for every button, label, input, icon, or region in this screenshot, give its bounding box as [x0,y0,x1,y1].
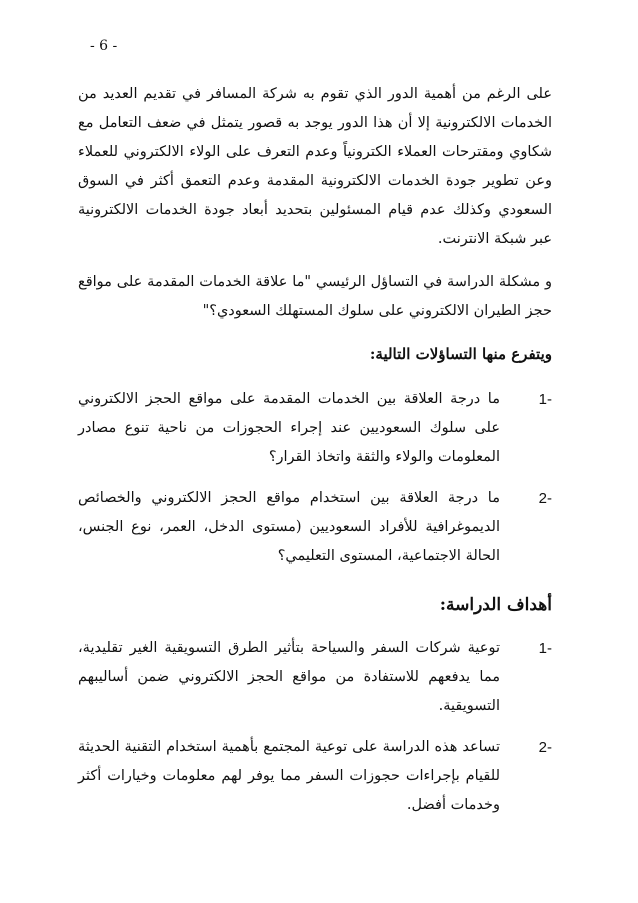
question-text: ما درجة العلاقة بين الخدمات المقدمة على مواقع الحجز الالكتروني على سلوك السعوديين عند إجراء الحجوزات من ناحية تنوع مصادر المعلومات والولاء والثقة واتخاذ القرار؟ [78,391,500,465]
intro-paragraph: على الرغم من أهمية الدور الذي تقوم به شركة المسافر في تقديم العديد من الخدمات الالكترونية إلا أن هذا الدور يوجد به قصور يتمثل في ضعف التعامل مع شكاوي ومقترحات العملاء الكترونياً وعدم التعرف على الولاء الالكتروني للعملاء وعن تطوير جودة الخدمات الالكترونية المقدمة وعدم التعمق أكثر في السوق السعودي وكذلك عدم قيام المسئولين بتحديد أبعاد جودة الخدمات الالكترونية عبر شبكة الانترنت. [78,86,552,247]
objective-number: -2 [538,739,552,756]
page-number: - 6 - [90,38,118,54]
objective-text: تساعد هذه الدراسة على توعية المجتمع بأهمية استخدام التقنية الحديثة للقيام بإجراءات حجوزات السفر مما يوفر لهم معلومات وخيارات أكثر وخدمات أفضل. [78,739,500,813]
question-item [78,484,552,571]
objectives-heading: أهداف الدراسة: [439,595,552,615]
problem-paragraph: و مشكلة الدراسة في التساؤل الرئيسي "ما علاقة الخدمات المقدمة على مواقع حجز الطيران الالكتروني على سلوك المستهلك السعودي؟" [78,274,552,319]
objective-item [78,733,552,820]
question-number: -1 [538,391,552,408]
question-text: ما درجة العلاقة بين استخدام مواقع الحجز الالكتروني والخصائص الديموغرافية للأفراد السعوديين (مستوى الدخل، العمر، نوع الجنس، الحالة الاجتماعية، المستوى التعليمي؟ [78,490,500,564]
objective-item [78,634,552,721]
objective-text: توعية شركات السفر والسياحة بتأثير الطرق التسويقية الغير تقليدية، مما يدفعهم للاستفادة من مواقع الحجز الالكتروني ضمن أساليبهم التسويقية. [78,640,500,714]
questions-heading: ويتفرع منها التساؤلات التالية: [369,345,552,363]
objective-number: -1 [538,640,552,657]
question-item [78,385,552,472]
question-number: -2 [538,490,552,507]
document-body [78,80,552,832]
